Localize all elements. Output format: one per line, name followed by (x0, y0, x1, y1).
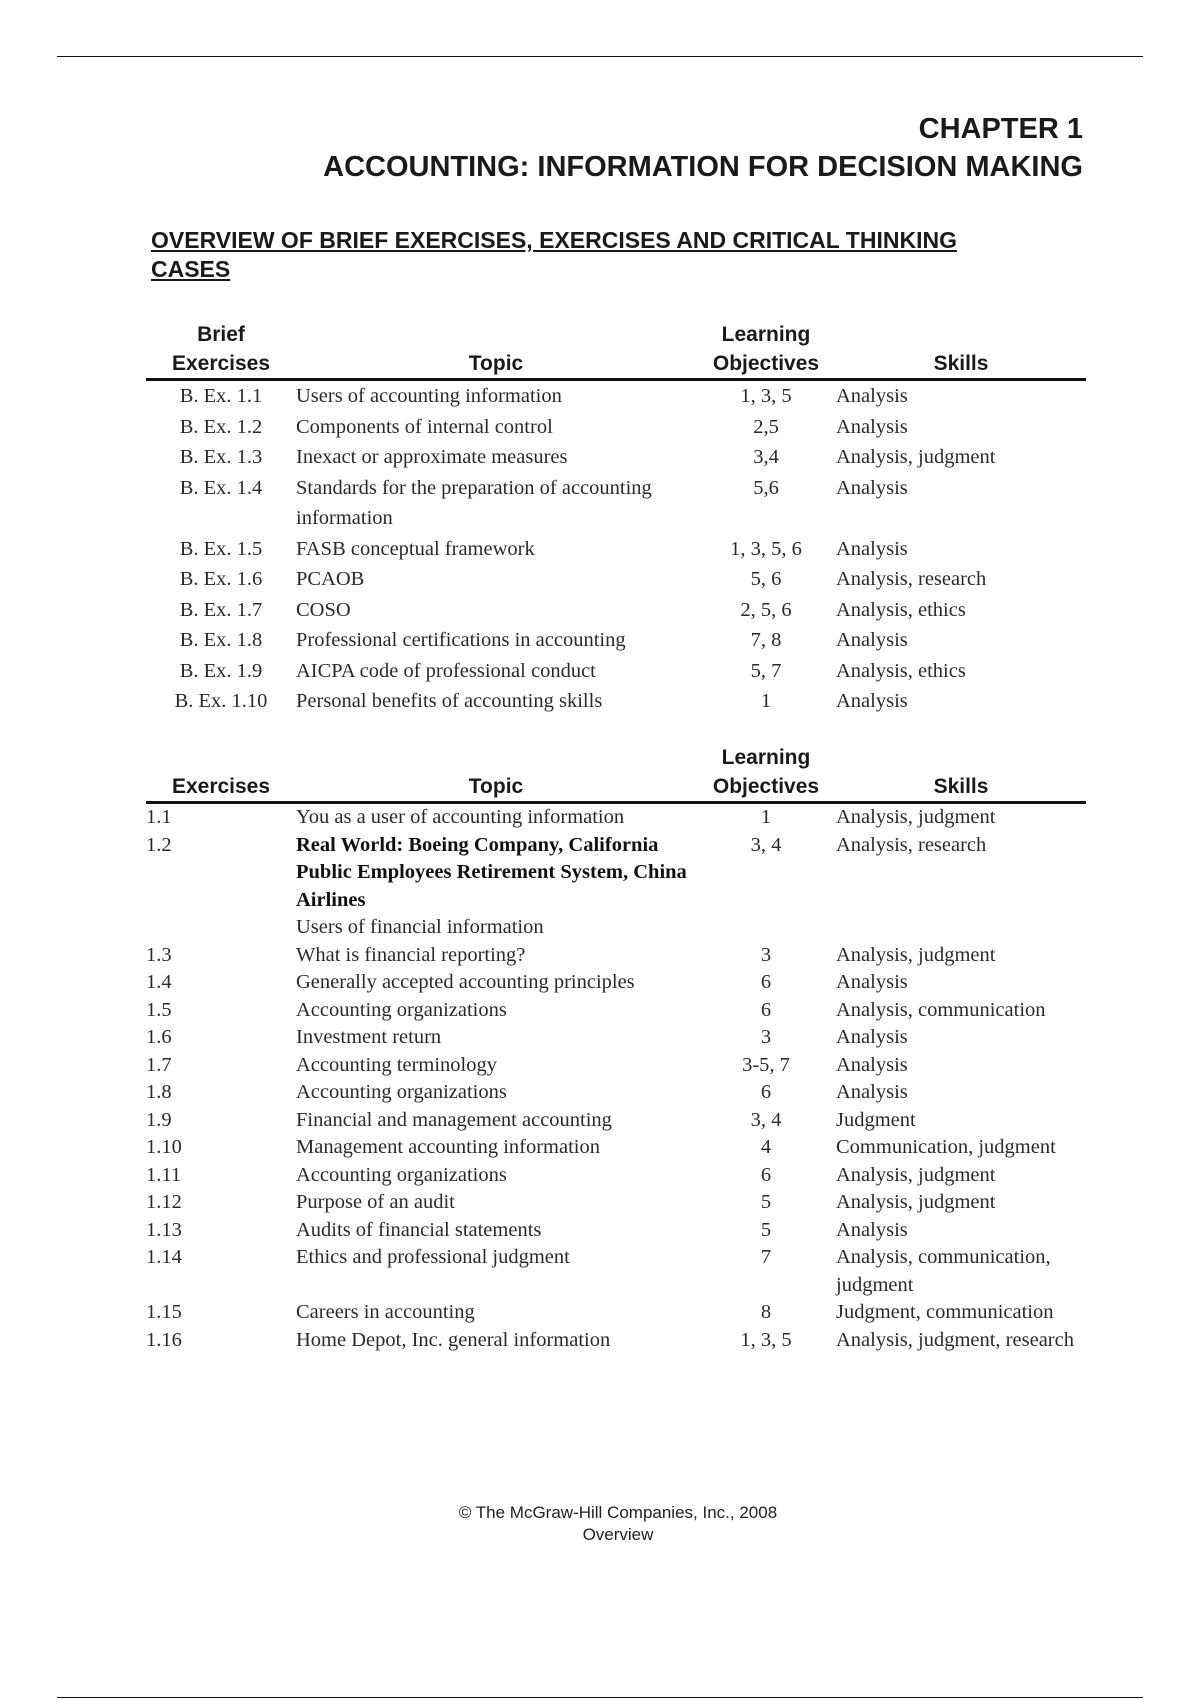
header-brief-exercises: Brief Exercises (146, 320, 296, 380)
exercise-id: B. Ex. 1.1 (179, 385, 263, 407)
learning-objectives: 7 (760, 1246, 772, 1268)
learning-objectives: 6 (760, 971, 772, 993)
learning-objectives: 3 (760, 943, 772, 966)
exercise-id: B. Ex. 1.7 (179, 598, 263, 621)
exercises-body (146, 803, 1086, 1355)
exercise-id: B. Ex. 1.2 (179, 415, 263, 438)
skills: Analysis, research (836, 568, 987, 590)
page-label: Overview (582, 1525, 654, 1544)
exercise-topic (296, 832, 696, 942)
header-learning-objectives: Learning Objectives (696, 743, 836, 803)
exercise-topic: Audits of financial statements (296, 1218, 542, 1241)
skills: Analysis, research (836, 833, 987, 856)
learning-objectives: 5, 7 (750, 659, 782, 682)
exercise-topic: Financial and management accounting (296, 1108, 612, 1131)
skills: Analysis, judgment, research (836, 1328, 1074, 1351)
exercise-id: 1.14 (146, 1246, 182, 1268)
table-row (146, 1134, 1086, 1162)
exercise-id: B. Ex. 1.6 (179, 568, 263, 590)
exercise-id: 1.13 (146, 1218, 182, 1241)
skills: Communication, judgment (836, 1136, 1056, 1158)
exercise-topic: Careers in accounting (296, 1301, 475, 1323)
table-row (146, 564, 1086, 595)
header-skills: Skills (836, 320, 1086, 380)
exercise-topic: Inexact or approximate measures (296, 446, 568, 468)
skills: Judgment (836, 1108, 916, 1131)
skills: Analysis (836, 1081, 908, 1103)
table-row (146, 969, 1086, 997)
chapter-number: CHAPTER 1 (918, 113, 1083, 145)
skills: Analysis, ethics (836, 659, 966, 682)
exercise-topic: Accounting organizations (296, 1163, 507, 1186)
learning-objectives: 1, 3, 5, 6 (730, 537, 802, 560)
exercise-topic: Components of internal control (296, 415, 553, 438)
table-row (146, 1244, 1086, 1299)
table-row (146, 656, 1086, 687)
header-topic: Topic (296, 320, 696, 380)
table-row (146, 1079, 1086, 1107)
table-row (146, 412, 1086, 443)
exercise-id: B. Ex. 1.5 (179, 537, 263, 560)
exercise-topic: Professional certifications in accounting (296, 629, 626, 651)
skills: Analysis (836, 415, 908, 438)
learning-objectives: 1 (760, 806, 772, 828)
learning-objectives: 5, 6 (750, 568, 782, 590)
exercise-id: 1.10 (146, 1136, 182, 1158)
exercise-topic: PCAOB (296, 568, 365, 590)
exercise-id: B. Ex. 1.4 (179, 476, 263, 499)
learning-objectives: 8 (760, 1301, 772, 1323)
skills: Analysis, judgment (836, 943, 996, 966)
table-row (146, 380, 1086, 412)
skills: Analysis (836, 1026, 908, 1048)
skills: Analysis, judgment (836, 1163, 996, 1186)
learning-objectives: 7, 8 (750, 629, 782, 651)
table-row (146, 534, 1086, 565)
exercise-id: 1.6 (146, 1026, 172, 1048)
table-header-row (146, 320, 1086, 380)
learning-objectives: 6 (760, 1081, 772, 1103)
table-row (146, 997, 1086, 1025)
skills: Analysis (836, 1218, 908, 1241)
skills: Analysis (836, 629, 908, 651)
exercise-id: 1.5 (146, 998, 172, 1021)
learning-objectives: 5,6 (753, 476, 779, 499)
exercise-topic: Accounting terminology (296, 1053, 497, 1076)
learning-objectives: 3 (760, 1026, 772, 1048)
skills: Analysis, judgment (836, 1191, 996, 1213)
exercise-id: 1.8 (146, 1081, 172, 1103)
table-row (146, 1107, 1086, 1135)
learning-objectives: 4 (760, 1136, 772, 1158)
exercise-topic: Management accounting information (296, 1136, 600, 1158)
exercise-id: 1.4 (146, 971, 172, 993)
skills: Analysis (836, 537, 908, 560)
table-row (146, 942, 1086, 970)
skills: Analysis, judgment (836, 446, 996, 468)
exercise-id: 1.2 (146, 833, 172, 856)
skills: Analysis, communication (836, 998, 1046, 1021)
table-row (146, 1024, 1086, 1052)
exercise-id: B. Ex. 1.3 (179, 446, 263, 468)
exercise-id: B. Ex. 1.10 (174, 690, 268, 712)
table-row (146, 832, 1086, 942)
exercise-topic: Accounting organizations (296, 1081, 507, 1103)
exercise-id: 1.9 (146, 1108, 172, 1131)
table-row (146, 595, 1086, 626)
table-row (146, 803, 1086, 832)
exercise-topic: Home Depot, Inc. general information (296, 1328, 611, 1351)
table-row (146, 1162, 1086, 1190)
exercise-id: 1.1 (146, 806, 172, 828)
bottom-rule (57, 1697, 1143, 1698)
exercise-id: B. Ex. 1.9 (179, 659, 263, 682)
learning-objectives: 3, 4 (750, 1108, 782, 1131)
header-learning-objectives: Learning Objectives (696, 320, 836, 380)
table-row (146, 1217, 1086, 1245)
topic-text: Users of financial information (296, 916, 544, 938)
skills: Analysis (836, 476, 908, 499)
exercise-topic: Ethics and professional judgment (296, 1246, 570, 1268)
copyright-notice: © The McGraw-Hill Companies, Inc., 2008 (458, 1503, 778, 1522)
exercise-topic: COSO (296, 598, 351, 621)
table-row (146, 625, 1086, 656)
exercise-id: 1.3 (146, 943, 172, 966)
learning-objectives: 5 (760, 1218, 772, 1241)
exercise-topic: Purpose of an audit (296, 1191, 455, 1213)
learning-objectives: 6 (760, 1163, 772, 1186)
exercise-topic: Generally accepted accounting principles (296, 971, 635, 993)
table-row (146, 1052, 1086, 1080)
learning-objectives: 1, 3, 5 (740, 1328, 792, 1351)
learning-objectives: 6 (760, 998, 772, 1021)
chapter-title: ACCOUNTING: INFORMATION FOR DECISION MAKING (323, 151, 1083, 183)
header-exercises: Exercises (146, 743, 296, 803)
exercise-topic: FASB conceptual framework (296, 537, 535, 560)
table-row (146, 686, 1086, 717)
table-row (146, 1327, 1086, 1355)
learning-objectives: 3,4 (753, 446, 779, 468)
table-row (146, 1189, 1086, 1217)
learning-objectives: 1 (760, 690, 772, 712)
brief-exercises-table (146, 320, 1086, 717)
brief-exercises-body (146, 380, 1086, 717)
learning-objectives: 3, 4 (750, 833, 782, 856)
learning-objectives: 1, 3, 5 (740, 385, 792, 407)
learning-objectives: 2,5 (753, 415, 779, 438)
exercise-topic: Standards for the preparation of accounting information (296, 476, 652, 529)
exercise-topic: Personal benefits of accounting skills (296, 690, 603, 712)
skills: Analysis, judgment (836, 806, 996, 828)
learning-objectives: 5 (760, 1191, 772, 1213)
exercise-id: 1.7 (146, 1053, 172, 1076)
skills: Analysis, communication, judgment (836, 1246, 1051, 1296)
exercise-topic: AICPA code of professional conduct (296, 659, 596, 682)
skills: Analysis (836, 690, 908, 712)
section-heading: OVERVIEW OF BRIEF EXERCISES, EXERCISES AND CRITICAL THINKING CASES (151, 227, 957, 282)
exercise-topic: What is financial reporting? (296, 943, 526, 966)
exercise-id: 1.11 (146, 1163, 182, 1186)
table-row (146, 1299, 1086, 1327)
exercise-topic: Investment return (296, 1026, 442, 1048)
exercise-id: 1.16 (146, 1328, 182, 1351)
top-rule (57, 56, 1143, 57)
exercises-table (146, 743, 1086, 1354)
skills: Analysis (836, 971, 908, 993)
table-row (146, 442, 1086, 473)
skills: Analysis (836, 1053, 908, 1076)
exercise-id: 1.15 (146, 1301, 182, 1323)
skills: Judgment, communication (836, 1301, 1054, 1323)
exercise-id: 1.12 (146, 1191, 182, 1213)
table-row (146, 473, 1086, 534)
skills: Analysis (836, 385, 908, 407)
learning-objectives: 2, 5, 6 (740, 598, 792, 621)
table-header-row (146, 743, 1086, 803)
header-skills: Skills (836, 743, 1086, 803)
header-topic: Topic (296, 743, 696, 803)
learning-objectives: 3-5, 7 (742, 1053, 790, 1076)
exercise-topic: Accounting organizations (296, 998, 507, 1021)
exercise-topic: Users of accounting information (296, 385, 562, 407)
skills: Analysis, ethics (836, 598, 966, 621)
exercise-topic: You as a user of accounting information (296, 806, 625, 828)
topic-real-world: Real World: Boeing Company, California Public Employees Retirement System, China Airlines (296, 833, 687, 911)
exercise-id: B. Ex. 1.8 (179, 629, 263, 651)
